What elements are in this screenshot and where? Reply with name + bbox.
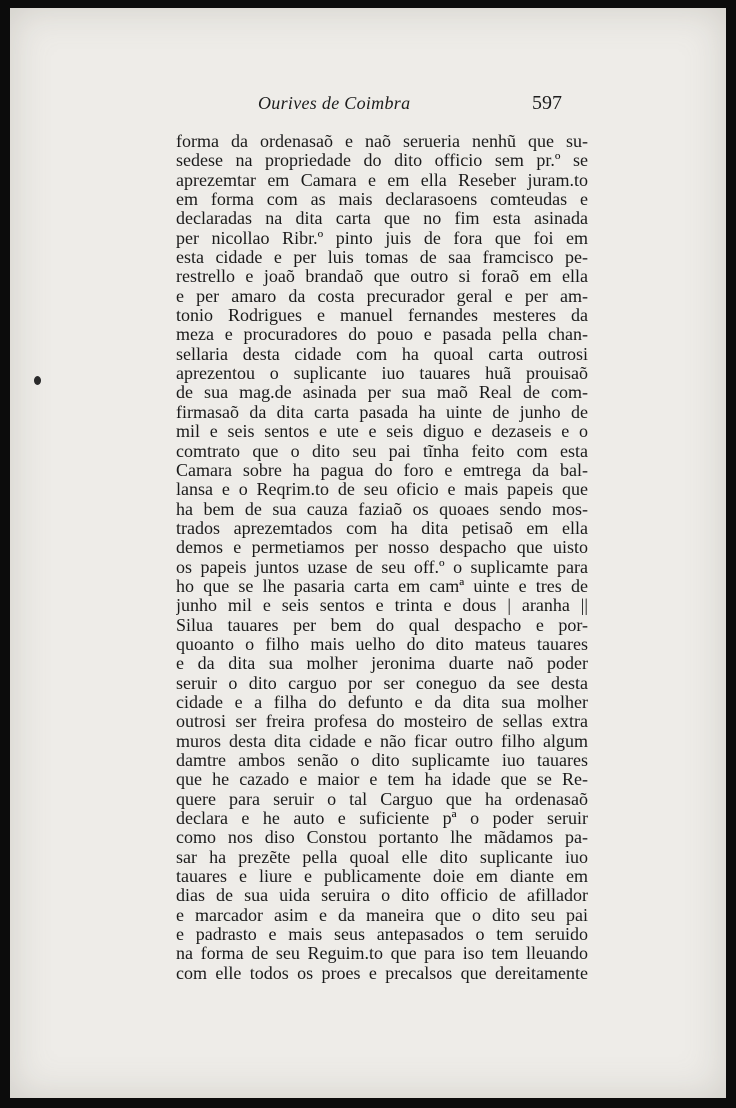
text-line: firmasaõ da dita carta pasada ha uinte de junho de — [176, 402, 588, 422]
text-line: que he cazado e maior e tem ha idade que se Re- — [176, 770, 588, 790]
text-line: ha bem de sua cauza faziaõ os quoaes sendo mos- — [176, 499, 588, 519]
body-text — [176, 132, 588, 983]
text-line: comtrato que o dito seu pai tĩnha feito com esta — [176, 441, 588, 461]
text-line: trados aprezemtados com ha dita petisaõ em ella — [176, 518, 588, 538]
text-line: dias de sua uida seruira o dito officio de afillador — [176, 886, 588, 906]
text-line: sellaria desta cidade com ha quoal carta outrosi — [176, 344, 588, 364]
text-line: esta cidade e per luis tomas de saa framcisco pe- — [176, 248, 588, 268]
text-line: e padrasto e mais seus antepasados o tem seruido — [176, 925, 588, 945]
text-line: tauares e liure e publicamente doie em diante em — [176, 867, 588, 887]
text-line: com elle todos os proes e precalsos que dereitamente — [176, 963, 588, 983]
text-line: mil e seis sentos e ute e seis diguo e dezaseis e o — [176, 422, 588, 442]
text-line: em forma com as mais declarasoens comteudas e — [176, 190, 588, 210]
text-line: declara e he auto e suficiente pª o poder seruir — [176, 809, 588, 829]
text-line: sedese na propriedade do dito officio sem pr.º se — [176, 151, 588, 171]
text-line: e da dita sua molher jeronima duarte naõ poder — [176, 654, 588, 674]
text-line: cidade e a filha do defunto e da dita sua molher — [176, 692, 588, 712]
ink-spot — [34, 376, 41, 385]
text-line: declaradas na dita carta que no fim esta asinada — [176, 209, 588, 229]
text-line: de sua mag.de asinada per sua maõ Real de com- — [176, 383, 588, 403]
text-line: muros desta dita cidade e não ficar outro filho algum — [176, 731, 588, 751]
text-line: aprezentou o suplicante iuo tauares huã prouisaõ — [176, 364, 588, 384]
text-line: aprezemtar em Camara e em ella Reseber juram.to — [176, 170, 588, 190]
text-line: Silua tauares per bem do qual despacho e por- — [176, 615, 588, 635]
text-line: como nos diso Constou portanto lhe mãdamos pa- — [176, 828, 588, 848]
text-line: sar ha prezẽte pella quoal elle dito suplicante iuo — [176, 847, 588, 867]
text-line: ho que se lhe pasaria carta em camª uinte e tres de — [176, 576, 588, 596]
text-line: os papeis juntos uzase de seu off.º o suplicamte para — [176, 557, 588, 577]
text-line: quere para seruir o tal Carguo que ha ordenasaõ — [176, 789, 588, 809]
running-title: Ourives de Coimbra — [258, 93, 411, 113]
page-header — [10, 93, 726, 117]
text-line: Camara sobre ha pagua do foro e emtrega da bal- — [176, 460, 588, 480]
text-line: tonio Rodrigues e manuel fernandes mesteres da — [176, 306, 588, 326]
text-line: meza e procuradores do pouo e pasada pella chan- — [176, 325, 588, 345]
text-line: per nicollao Ribr.º pinto juis de fora que foi em — [176, 228, 588, 248]
text-line: damtre ambos senão o dito suplicamte iuo tauares — [176, 751, 588, 770]
text-line: forma da ordenasaõ e naõ serueria nenhũ que su- — [176, 132, 588, 151]
text-line: e marcador asim e da maneira que o dito seu pai — [176, 905, 588, 925]
text-line: quoanto o filho mais uelho do dito mateus tauares — [176, 634, 588, 654]
text-line: demos e permetiamos per nosso despacho que uisto — [176, 538, 588, 558]
page-number: 597 — [532, 92, 562, 114]
book-page — [10, 8, 726, 1098]
text-line: restrello e joaõ brandaõ que outro si foraõ em ella — [176, 267, 588, 287]
text-line: junho mil e seis sentos e trinta e dous | aranha || — [176, 596, 588, 616]
text-line: e per amaro da costa precurador geral e per am- — [176, 286, 588, 306]
text-line: seruir o dito carguo por ser coneguo da see desta — [176, 673, 588, 693]
text-line: lansa e o Reqrim.to de seu oficio e mais papeis que — [176, 480, 588, 500]
text-line: na forma de seu Reguim.to que para iso tem lleuando — [176, 944, 588, 964]
text-line: outrosi ser freira profesa do mosteiro de sellas extra — [176, 712, 588, 732]
